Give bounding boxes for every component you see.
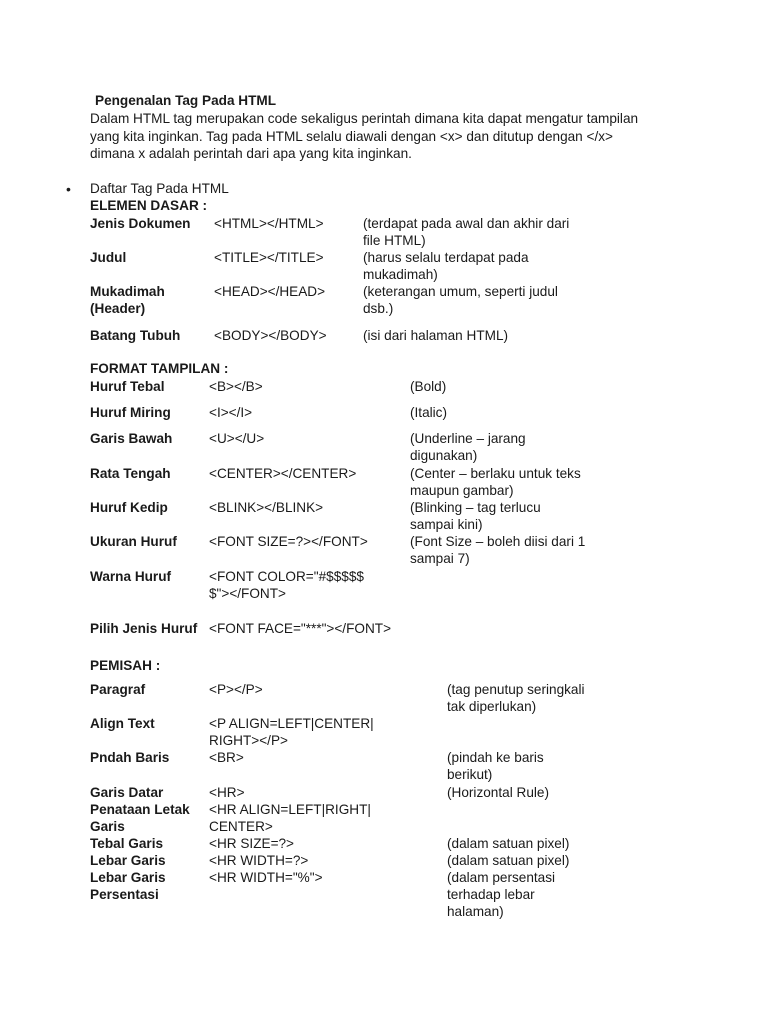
tag-description — [447, 852, 569, 869]
tag-code — [209, 499, 323, 516]
intro-line: dimana x adalah perintah dari apa yang kita inginkan. — [90, 146, 412, 161]
list-heading: Daftar Tag Pada HTML — [90, 181, 229, 196]
tag-name-line: Huruf Tebal — [90, 379, 165, 394]
tag-description — [363, 283, 558, 317]
section-heading: ELEMEN DASAR : — [90, 198, 208, 213]
tag-code — [214, 249, 324, 266]
tag-code-line: RIGHT></P> — [209, 733, 288, 748]
tag-name-line: Tebal Garis — [90, 836, 164, 851]
tag-name — [90, 852, 166, 869]
tag-name — [90, 749, 169, 766]
tag-description-line: halaman) — [447, 904, 504, 919]
tag-name — [90, 327, 180, 344]
tag-code — [209, 378, 263, 395]
tag-description-line: sampai kini) — [410, 517, 483, 532]
tag-description — [447, 749, 544, 783]
tag-code-line: $"></FONT> — [209, 586, 286, 601]
tag-description-line: mukadimah) — [363, 267, 438, 282]
tag-code — [209, 681, 263, 698]
tag-description — [363, 249, 529, 283]
tag-name — [90, 715, 155, 732]
tag-description-line: (tag penutup seringkali — [447, 682, 585, 697]
tag-name — [90, 801, 190, 835]
tag-name-line: Penataan Letak — [90, 802, 190, 817]
tag-name-line: Huruf Miring — [90, 405, 171, 420]
tag-code-line: <BLINK></BLINK> — [209, 500, 324, 515]
tag-name-line: Lebar Garis — [90, 870, 166, 885]
tag-code — [209, 533, 368, 550]
tag-name — [90, 568, 171, 585]
tag-description — [447, 681, 585, 715]
tag-code — [209, 852, 308, 869]
tag-description-line: dsb.) — [363, 301, 394, 316]
tag-code — [214, 283, 325, 300]
tag-code — [209, 715, 374, 749]
tag-name-line: Paragraf — [90, 682, 146, 697]
document-title: Pengenalan Tag Pada HTML — [95, 93, 277, 108]
tag-description-line: (Center – berlaku untuk teks — [410, 466, 581, 481]
tag-name-line: Pndah Baris — [90, 750, 170, 765]
tag-name-line: Batang Tubuh — [90, 328, 181, 343]
tag-name-line: Judul — [90, 250, 127, 265]
tag-code-line: <FONT FACE="***"></FONT> — [209, 621, 392, 636]
tag-description-line: berikut) — [447, 767, 493, 782]
tag-code-line: <HTML></HTML> — [214, 216, 324, 231]
tag-code — [209, 801, 371, 835]
tag-description-line: (dalam persentasi — [447, 870, 556, 885]
tag-code-line: <HR WIDTH="%"> — [209, 870, 323, 885]
tag-name-line: Jenis Dokumen — [90, 216, 191, 231]
tag-description — [447, 835, 569, 852]
tag-name — [90, 869, 166, 903]
tag-name-line: Garis Datar — [90, 785, 164, 800]
tag-name-line: Persentasi — [90, 887, 159, 902]
tag-description-line: sampai 7) — [410, 551, 470, 566]
tag-name-line: Lebar Garis — [90, 853, 166, 868]
tag-description — [447, 869, 555, 920]
tag-code-line: <HR WIDTH=?> — [209, 853, 309, 868]
intro-line: yang kita inginkan. Tag pada HTML selalu diawali dengan <x> dan ditutup dengan </x> — [90, 128, 613, 144]
tag-code — [209, 404, 252, 421]
tag-code — [209, 568, 364, 602]
tag-name-line: Ukuran Huruf — [90, 534, 177, 549]
tag-description-line: (Font Size – boleh diisi dari 1 — [410, 534, 586, 549]
tag-name-line: (Header) — [90, 301, 146, 316]
tag-code-line: <FONT SIZE=?></FONT> — [209, 534, 368, 549]
tag-description — [410, 404, 447, 421]
tag-code — [209, 749, 244, 766]
tag-description-line: (isi dari halaman HTML) — [363, 328, 509, 343]
tag-name — [90, 249, 126, 266]
tag-name-line: Pilih Jenis Huruf — [90, 621, 198, 636]
intro-paragraph — [90, 110, 690, 163]
tag-description-line: (pindah ke baris — [447, 750, 544, 765]
tag-code-line: <HR SIZE=?> — [209, 836, 295, 851]
tag-name — [90, 215, 190, 232]
intro-line: Dalam HTML tag merupakan code sekaligus perintah dimana kita dapat mengatur tampilan — [90, 111, 639, 126]
tag-code-line: <CENTER></CENTER> — [209, 466, 357, 481]
tag-description-line: maupun gambar) — [410, 483, 514, 498]
tag-code — [209, 869, 323, 886]
tag-code-line: <FONT COLOR="#$$$$$ — [209, 569, 364, 584]
tag-code — [214, 327, 327, 344]
tag-name — [90, 465, 171, 482]
tag-description-line: (Horizontal Rule) — [447, 785, 549, 800]
tag-name-line: Rata Tengah — [90, 466, 171, 481]
tag-code — [209, 430, 264, 447]
tag-name — [90, 378, 165, 395]
tag-name — [90, 404, 171, 421]
tag-name — [90, 835, 163, 852]
tag-code — [214, 215, 324, 232]
tag-name — [90, 430, 172, 447]
tag-description — [410, 499, 541, 533]
tag-code-line: <BR> — [209, 750, 244, 765]
section-heading: FORMAT TAMPILAN : — [90, 361, 229, 376]
tag-description-line: terhadap lebar — [447, 887, 535, 902]
section-heading: PEMISAH : — [90, 658, 161, 673]
tag-code-line: <TITLE></TITLE> — [214, 250, 324, 265]
tag-code-line: <BODY></BODY> — [214, 328, 327, 343]
tag-code-line: <P ALIGN=LEFT|CENTER| — [209, 716, 374, 731]
tag-name — [90, 620, 197, 637]
tag-name — [90, 681, 145, 698]
tag-name — [90, 784, 163, 801]
tag-code-line: <I></I> — [209, 405, 253, 420]
tag-description — [363, 215, 569, 249]
tag-description-line: (Blinking – tag terlucu — [410, 500, 541, 515]
tag-description-line: digunakan) — [410, 448, 478, 463]
tag-description — [410, 465, 581, 499]
tag-code-line: CENTER> — [209, 819, 273, 834]
tag-code — [209, 620, 391, 637]
tag-description-line: (dalam satuan pixel) — [447, 853, 570, 868]
tag-description — [410, 378, 446, 395]
tag-code-line: <HEAD></HEAD> — [214, 284, 326, 299]
tag-code-line: <HR> — [209, 785, 245, 800]
tag-name — [90, 533, 177, 550]
tag-description-line: (Italic) — [410, 405, 448, 420]
bullet-icon: • — [66, 181, 71, 197]
tag-description — [410, 430, 526, 464]
tag-description-line: (harus selalu terdapat pada — [363, 250, 529, 265]
tag-description — [410, 533, 585, 567]
tag-name-line: Warna Huruf — [90, 569, 172, 584]
tag-description — [447, 784, 549, 801]
tag-code — [209, 835, 294, 852]
tag-description-line: (Underline – jarang — [410, 431, 526, 446]
tag-name-line: Mukadimah — [90, 284, 165, 299]
tag-name — [90, 283, 165, 317]
tag-name-line: Huruf Kedip — [90, 500, 168, 515]
tag-name-line: Garis — [90, 819, 125, 834]
tag-name — [90, 499, 168, 516]
tag-description-line: (dalam satuan pixel) — [447, 836, 570, 851]
tag-code — [209, 784, 245, 801]
tag-description-line: tak diperlukan) — [447, 699, 537, 714]
tag-name-line: Garis Bawah — [90, 431, 173, 446]
tag-description-line: (Bold) — [410, 379, 447, 394]
tag-code-line: <U></U> — [209, 431, 265, 446]
tag-code-line: <P></P> — [209, 682, 263, 697]
tag-name-line: Align Text — [90, 716, 155, 731]
tag-description — [363, 327, 508, 344]
tag-description-line: (terdapat pada awal dan akhir dari — [363, 216, 570, 231]
tag-code-line: <HR ALIGN=LEFT|RIGHT| — [209, 802, 371, 817]
tag-code — [209, 465, 356, 482]
tag-description-line: file HTML) — [363, 233, 426, 248]
tag-code-line: <B></B> — [209, 379, 263, 394]
tag-description-line: (keterangan umum, seperti judul — [363, 284, 558, 299]
